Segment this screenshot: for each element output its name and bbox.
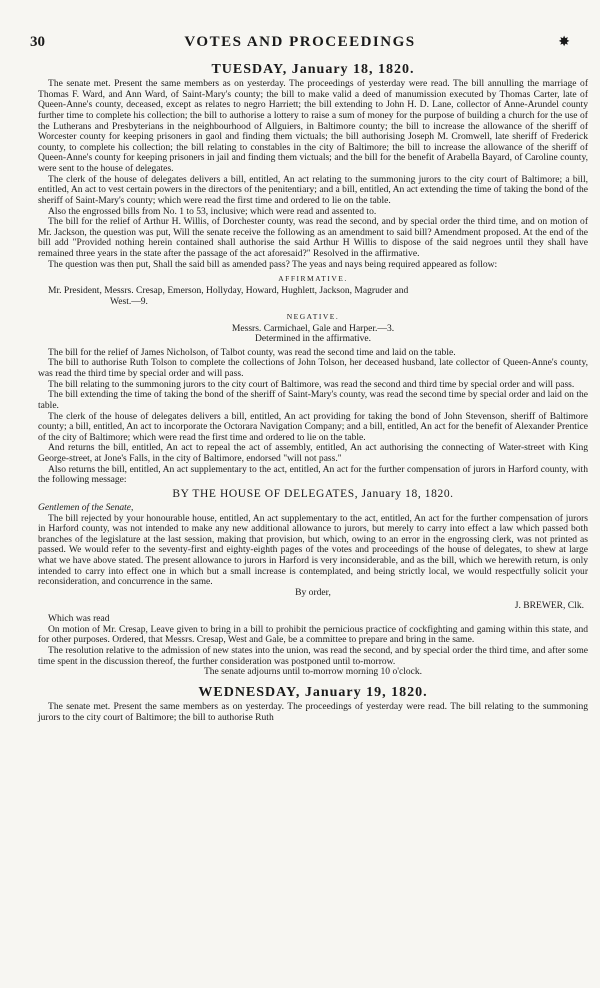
affirmative-list: Mr. President, Messrs. Cresap, Emerson, Hollyday, Howard, Hughlett, Jackson, Magruder and xyxy=(48,285,409,297)
day-heading-wednesday: WEDNESDAY, January 19, 1820. xyxy=(198,684,428,700)
paragraph: Also returns the bill, entitled, An act supplementary to the act, entitled, An act for the further compensation of jurors in Harford county, with the following message: xyxy=(38,463,588,486)
paragraph: The question was then put, Shall the said bill as amended pass? The yeas and nays being required appeared as follow: xyxy=(48,258,498,270)
by-order: By order, xyxy=(295,586,331,598)
message-text: The bill rejected by your honourable house, entitled, An act supplementary to the act, entitled, An act for the further compensation of jurors in Harford county, was not intended to make any new additional allowance to jurors, but merely to carry into effect a law which passed both branches of the legislature at the last session, making that provision, but which, owing to an error in the engrossing clerk, was not printed as passed. We would refer to the seventy-first and eighty-eighth pages of the votes and proceedings of the house of delegates, to shew at large what we have above stated. The present allowance to jurors in Harford is very inconsiderable, and as the bill, which we herewith return, is only intended to carry into effect one in which but a small increase is contemplated, and being strictly local, we would respectfully solicit your reconsideration, and concurrence in the same. xyxy=(38,512,588,588)
paragraph: The bill relating to the summoning jurors to the city court of Baltimore, was read the second and third time by special order and will pass. xyxy=(48,378,575,390)
signature: J. BREWER, Clk. xyxy=(514,599,584,611)
adjournment: The senate adjourns until to-morrow morning 10 o'clock. xyxy=(203,666,423,678)
negative-heading: NEGATIVE. xyxy=(286,311,340,321)
paragraph: And returns the bill, entitled, An act to repeal the act of assembly, entitled, An act authorising the connecting of Water-street with King George-street, at Jone's Falls, in the city of Baltimore, endorsed "will not pass." xyxy=(38,442,588,464)
page-body xyxy=(38,62,588,723)
affirmative-votes xyxy=(38,286,588,307)
page-header xyxy=(30,34,570,52)
paragraph: The bill to authorise Ruth Tolson to complete the collections of John Tolson, her deceased husband, late collector of Queen-Anne's county, was read the third time by special order and will pass. xyxy=(38,357,588,379)
page-number: 30 xyxy=(30,34,45,50)
paragraph: On motion of Mr. Cresap, Leave given to bring in a bill to prohibit the pernicious practice of cockfighting and gaming within this state, and for other purposes. Ordered, that Messrs. Cresap, West and Gale, be a committee to prepare and bring in the same. xyxy=(38,623,588,646)
paragraph: The senate met. Present the same members as on yesterday. The proceedings of yesterday were read. The bill annulling the marriage of Thomas F. Ward, and Ann Ward, of Saint-Mary's county; the bill to make valid a deed of manumission executed by Thomas Carter, late of Queen-Anne's county, deceased, except as relates to negro Harriett; the bill extending to John H. D. Lane, collector of Anne-Arundel county further time to complete his collection; the bill to authorise a lottery to raise a sum of money for the purpose of building a church for the use of the Lutherans and Presbyterians in the neighbourhood of Allguiers, in Baltimore county; the bill to increase the allowance of the sheriff of Worcester county for keeping prisoners in gaol and finding them victuals; the bill authorising Joseph M. Cromwell, late sheriff of Frederick county, to complete his collection; the bill relating to constables in the city of Baltimore; the bill to increase the allowance of the sheriff of Queen-Anne's county for keeping prisoners in jail and finding them victuals; and the bill for the benefit of Arabella Bayard, of Caroline county, were sent to the house of delegates. xyxy=(38,78,588,174)
paragraph: The resolution relative to the admission of new states into the union, was read the second, and by special order the third time, and after some time spent in the discussion thereof, the further consideration was postponed until to-morrow. xyxy=(38,645,588,667)
running-title: VOTES AND PROCEEDINGS xyxy=(184,34,416,50)
affirmative-tail: West.—9. xyxy=(110,295,148,307)
determination: Determined in the affirmative. xyxy=(255,333,371,345)
negative-votes: Messrs. Carmichael, Gale and Harper.—3. xyxy=(231,322,395,334)
ornament-icon: ✸ xyxy=(558,35,570,50)
salutation: Gentlemen of the Senate, xyxy=(38,501,134,513)
paragraph: The senate met. Present the same members as on yesterday. The proceedings of yesterday were read. The bill relating to the summoning jurors to the city court of Baltimore; the bill to authorise Ruth xyxy=(38,700,588,723)
paragraph: The clerk of the house of delegates delivers a bill, entitled, An act providing for taking the bond of John Stevenson, sheriff of Baltimore county; a bill, entitled, An act to incorporate the Octorara Navigation Company; and a bill, entitled, An act for the benefit of Alexander Prentice of the city of Baltimore; which were read the first time and ordered to lie on the table. xyxy=(38,410,588,443)
day-heading-tuesday: TUESDAY, January 18, 1820. xyxy=(211,62,415,77)
paragraph: The bill for the relief of James Nicholson, of Talbot county, was read the second time and laid on the table. xyxy=(48,346,456,358)
paragraph: The bill for the relief of Arthur H. Willis, of Dorchester county, was read the second, and by special order the third time, and on motion of Mr. Jackson, the question was put, Will the senate receive the following as an amendment to said bill? Amendment proposed. At the end of the bill add "Provided nothing herein contained shall authorise the said Arthur H Willis to dispose of the said negroes until they shall have remained three years in the state after the passage of the act aforesaid?" Resolved in the affirmative. xyxy=(38,216,588,259)
paragraph: Which was read xyxy=(48,613,110,625)
affirmative-heading: AFFIRMATIVE. xyxy=(278,274,348,284)
paragraph: The bill extending the time of taking the bond of the sheriff of Saint-Mary's county, was read the second time by special order and laid on the table. xyxy=(38,389,588,411)
paragraph: The clerk of the house of delegates delivers a bill, entitled, An act relating to the summoning jurors to the city court of Baltimore; a bill, entitled, An act to vest certain powers in the directors of the penitentiary; and a bill, entitled, An act extending the time of taking the bond of the sheriff of Saint-Mary's county; which were read the first time and ordered to lie on the table. xyxy=(38,173,588,206)
paragraph: Also the engrossed bills from No. 1 to 53, inclusive; which were read and assented to. xyxy=(48,205,377,217)
house-message-heading: BY THE HOUSE OF DELEGATES, January 18, 1820. xyxy=(172,487,454,500)
